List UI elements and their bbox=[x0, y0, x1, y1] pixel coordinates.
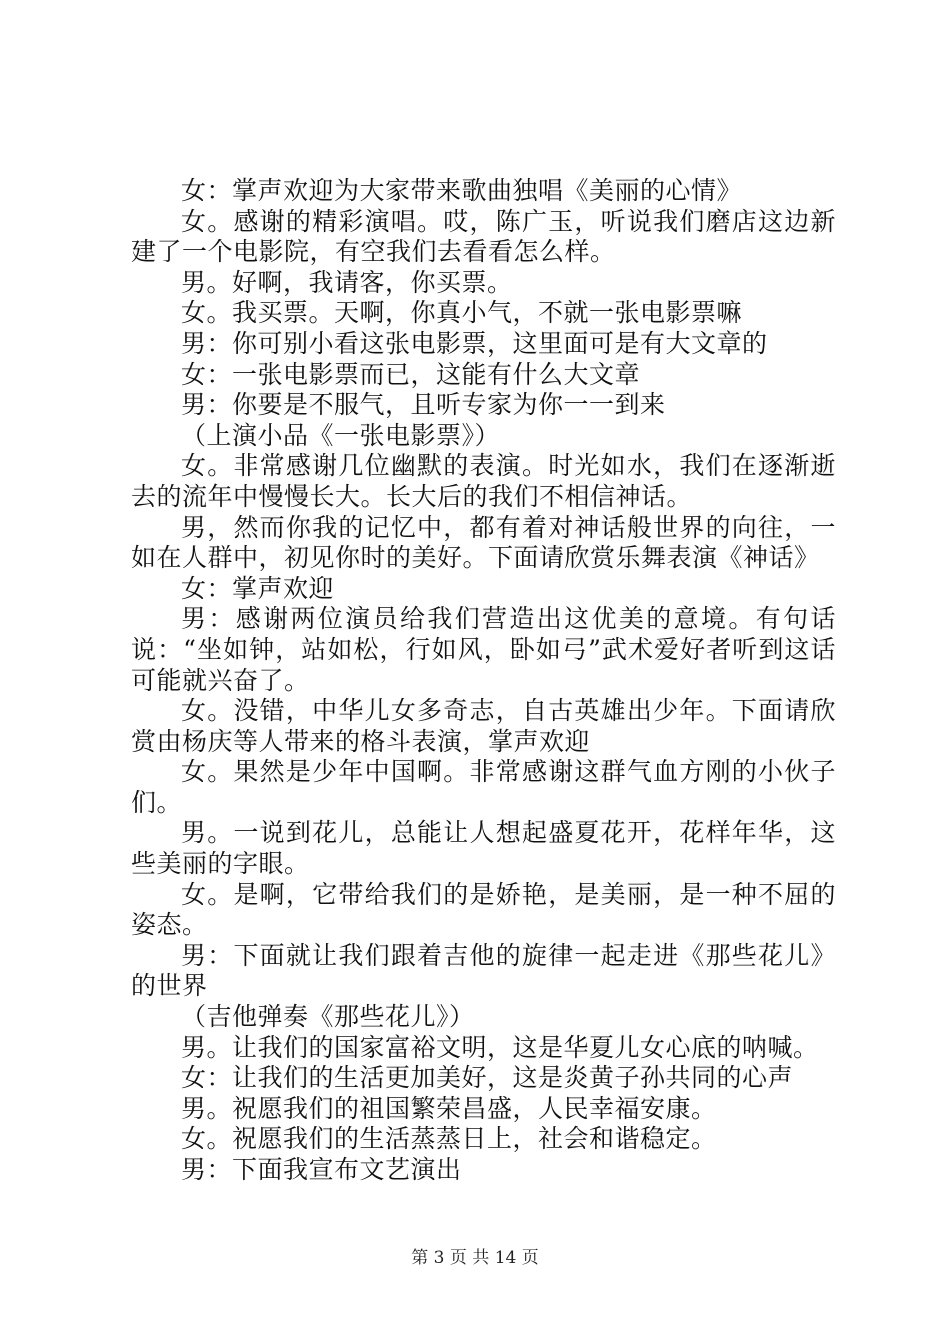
paragraph: 女：一张电影票而已，这能有什么大文章 bbox=[181, 359, 641, 389]
paragraph: 男。一说到花儿，总能让人想起盛夏花开，花样年华，这些美丽的字眼。 bbox=[131, 818, 836, 879]
paragraph: 女：让我们的生活更加美好，这是炎黄子孙共同的心声 bbox=[181, 1063, 794, 1093]
paragraph: 女。感谢的精彩演唱。哎，陈广玉，听说我们磨店这边新建了一个电影院，有空我们去看看怎么样。 bbox=[131, 206, 836, 267]
paragraph: 女。祝愿我们的生活蒸蒸日上，社会和谐稳定。 bbox=[181, 1124, 717, 1154]
paragraph: 女：掌声欢迎 bbox=[181, 573, 335, 603]
paragraph: 男。让我们的国家富裕文明，这是华夏儿女心底的呐喊。 bbox=[181, 1032, 819, 1062]
paragraph: 女。我买票。天啊，你真小气，不就一张电影票嘛 bbox=[181, 298, 743, 328]
paragraph: 女：掌声欢迎为大家带来歌曲独唱《美丽的心情》 bbox=[181, 176, 743, 205]
document-body bbox=[131, 176, 836, 1186]
page-number-footer: 第 3 页 共 14 页 bbox=[411, 1248, 539, 1268]
paragraph: 女。非常感谢几位幽默的表演。时光如水，我们在逐渐逝去的流年中慢慢长大。长大后的我们不相信神话。 bbox=[131, 451, 836, 511]
paragraph: 女。是啊，它带给我们的是娇艳，是美丽，是一种不屈的姿态。 bbox=[131, 879, 836, 940]
paragraph: 女。果然是少年中国啊。非常感谢这群气血方刚的小伙子们。 bbox=[131, 757, 836, 817]
paragraph: 男：感谢两位演员给我们营造出这优美的意境。有句话说：“坐如钟，站如松，行如风，卧如弓”武术爱好者听到这话可能就兴奋了。 bbox=[131, 604, 836, 695]
paragraph: 男。祝愿我们的祖国繁荣昌盛，人民幸福安康。 bbox=[181, 1093, 717, 1123]
paragraph: 男：你可别小看这张电影票，这里面可是有大文章的 bbox=[181, 328, 768, 358]
stage-direction: （吉他弹奏《那些花儿》） bbox=[181, 1002, 475, 1032]
paragraph: 男：你要是不服气，且听专家为你一一到来 bbox=[181, 390, 666, 420]
stage-direction: （上演小品《一张电影票》） bbox=[181, 420, 501, 450]
paragraph: 男：下面我宣布文艺演出 bbox=[181, 1155, 462, 1184]
paragraph: 男：下面就让我们跟着吉他的旋律一起走进《那些花儿》的世界 bbox=[131, 940, 836, 1001]
paragraph: 男，然而你我的记忆中，都有着对神话般世界的向往，一如在人群中，初见你时的美好。下面请欣赏乐舞表演《神话》 bbox=[131, 512, 836, 573]
paragraph: 男。好啊，我请客，你买票。 bbox=[181, 267, 513, 297]
paragraph: 女。没错，中华儿女多奇志，自古英雄出少年。下面请欣赏由杨庆等人带来的格斗表演，掌声欢迎 bbox=[131, 696, 836, 756]
